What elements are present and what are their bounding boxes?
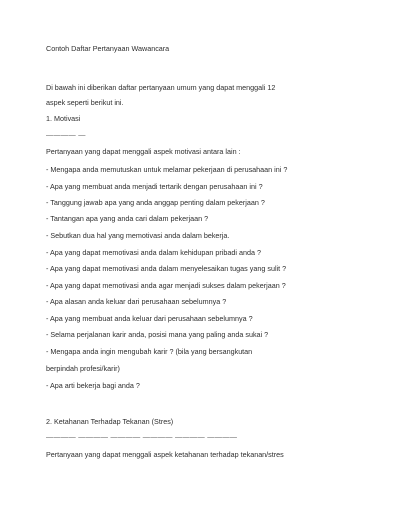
question-item: - Sebutkan dua hal yang memotivasi anda dalam bekerja. — [46, 231, 230, 240]
question-item-continuation: berpindah profesi/karir) — [46, 364, 120, 373]
section-1-lead: Pertanyaan yang dapat menggali aspek motivasi antara lain : — [46, 147, 241, 156]
question-item: - Tantangan apa yang anda cari dalam pekerjaan ? — [46, 214, 209, 223]
section-1-heading: 1. Motivasi — [46, 114, 81, 123]
section-2-lead: Pertanyaan yang dapat menggali aspek ketahanan terhadap tekanan/stres — [46, 450, 284, 459]
question-item: - Apa yang dapat memotivasi anda dalam kehidupan pribadi anda ? — [46, 248, 261, 257]
section-2-underline: ———— ———— ———— ———— ———— ———— — [46, 432, 238, 441]
question-item: - Apa yang dapat memotivasi anda dalam menyelesaikan tugas yang sulit ? — [46, 264, 287, 273]
question-item: - Mengapa anda ingin mengubah karir ? (bila yang bersangkutan — [46, 347, 253, 356]
document-title: Contoh Daftar Pertanyaan Wawancara — [46, 44, 170, 53]
question-item: - Selama perjalanan karir anda, posisi mana yang paling anda sukai ? — [46, 330, 269, 339]
question-item: - Apa yang dapat memotivasi anda agar menjadi sukses dalam pekerjaan ? — [46, 281, 286, 290]
question-item: - Apa yang membuat anda keluar dari perusahaan sebelumnya ? — [46, 314, 253, 323]
section-2-heading: 2. Ketahanan Terhadap Tekanan (Stres) — [46, 417, 174, 426]
intro-paragraph-line-2: aspek seperti berikut ini. — [46, 98, 124, 107]
section-1-underline: ———— — — [46, 130, 86, 139]
question-item: - Mengapa anda memutuskan untuk melamar pekerjaan di perusahaan ini ? — [46, 165, 288, 174]
question-item: - Apa alasan anda keluar dari perusahaan sebelumnya ? — [46, 297, 227, 306]
question-item: - Tanggung jawab apa yang anda anggap penting dalam pekerjaan ? — [46, 198, 265, 207]
question-item: - Apa arti bekerja bagi anda ? — [46, 381, 140, 390]
intro-paragraph-line-1: Di bawah ini diberikan daftar pertanyaan umum yang dapat menggali 12 — [46, 83, 276, 92]
question-item: - Apa yang membuat anda menjadi tertarik dengan perusahaan ini ? — [46, 182, 263, 191]
